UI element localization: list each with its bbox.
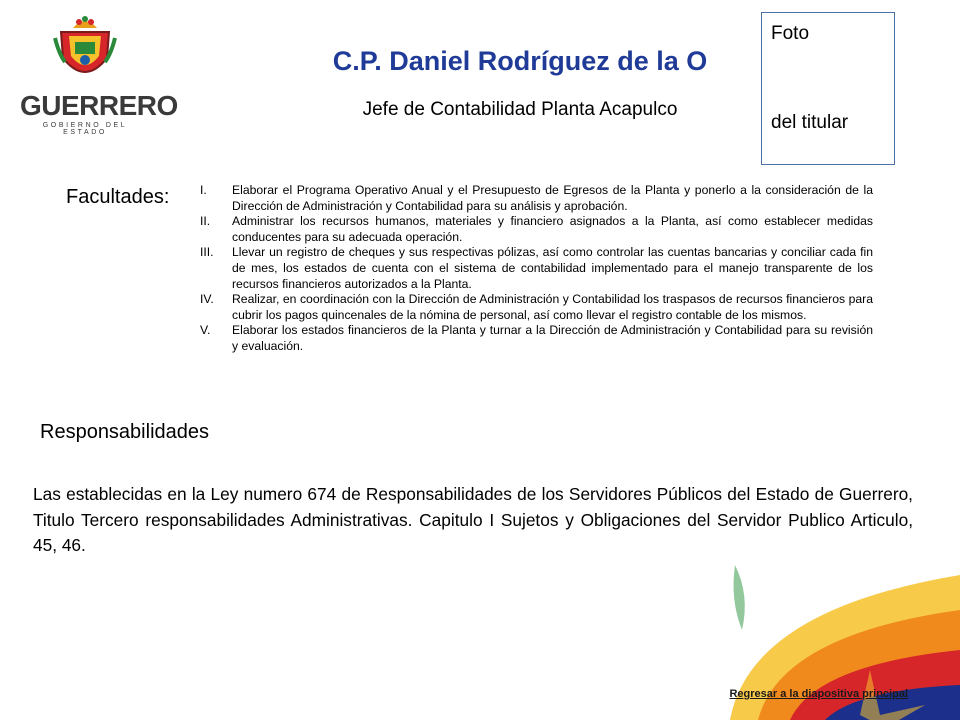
facultades-list xyxy=(200,183,873,355)
item-number: I. xyxy=(200,183,207,197)
item-number: III. xyxy=(200,245,214,260)
responsabilidades-heading: Responsabilidades xyxy=(40,421,210,443)
item-text: Administrar los recursos humanos, materiales y financiero asignados a la Planta, así como establecer medidas conducentes para su adecuada operación. xyxy=(232,214,873,244)
coat-of-arms-icon xyxy=(53,14,117,88)
list-item xyxy=(200,292,873,323)
responsabilidades-text: Las establecidas en la Ley numero 674 de Responsabilidades de los Servidores Públicos del Estado de Guerrero, Titulo Tercero responsabilidades Administrativas. Capitulo I Sujetos y Obligaciones del Servidor Publico Articulo, 45, 46. xyxy=(33,484,913,555)
item-text: Llevar un registro de cheques y sus respectivas pólizas, así como controlar las cuentas bancarias y conciliar cada fin de mes, los estados de cuenta con el sistema de contabilidad implementado para el manejo transparente de los recursos financieros autorizados a la Planta. xyxy=(232,245,873,291)
back-to-main-slide-link[interactable]: Regresar a la diapositiva principal xyxy=(729,688,908,700)
guerrero-logo xyxy=(20,14,178,136)
photo-label-line2: del titular xyxy=(771,112,849,133)
photo-label-line1: Foto xyxy=(771,23,810,44)
item-number: IV. xyxy=(200,292,214,307)
logo-name: GUERRERO xyxy=(20,90,178,121)
list-item xyxy=(200,214,873,245)
item-text: Elaborar el Programa Operativo Anual y el Presupuesto de Egresos de la Planta y ponerlo a la consideración de la Dirección de Administración y Contabilidad para su análisis y aprobación. xyxy=(232,183,873,213)
item-number: V. xyxy=(200,323,211,338)
list-item xyxy=(200,183,873,214)
list-item xyxy=(200,245,873,292)
logo-subtitle: GOBIERNO DEL ESTADO xyxy=(42,122,128,136)
page-title: C.P. Daniel Rodríguez de la O xyxy=(332,46,708,76)
job-title: Jefe de Contabilidad Planta Acapulco xyxy=(362,99,678,120)
list-item xyxy=(200,323,873,354)
item-text: Realizar, en coordinación con la Dirección de Administración y Contabilidad los traspasos de recursos financieros para cubrir los pagos quincenales de la nómina de personal, así como llevar el registro contable de los mismos. xyxy=(232,292,873,322)
facultades-heading: Facultades: xyxy=(66,186,170,208)
item-text: Elaborar los estados financieros de la Planta y turnar a la Dirección de Administración y Contabilidad para su revisión y evaluación. xyxy=(232,323,873,353)
item-number: II. xyxy=(200,214,211,229)
photo-placeholder xyxy=(761,12,895,165)
